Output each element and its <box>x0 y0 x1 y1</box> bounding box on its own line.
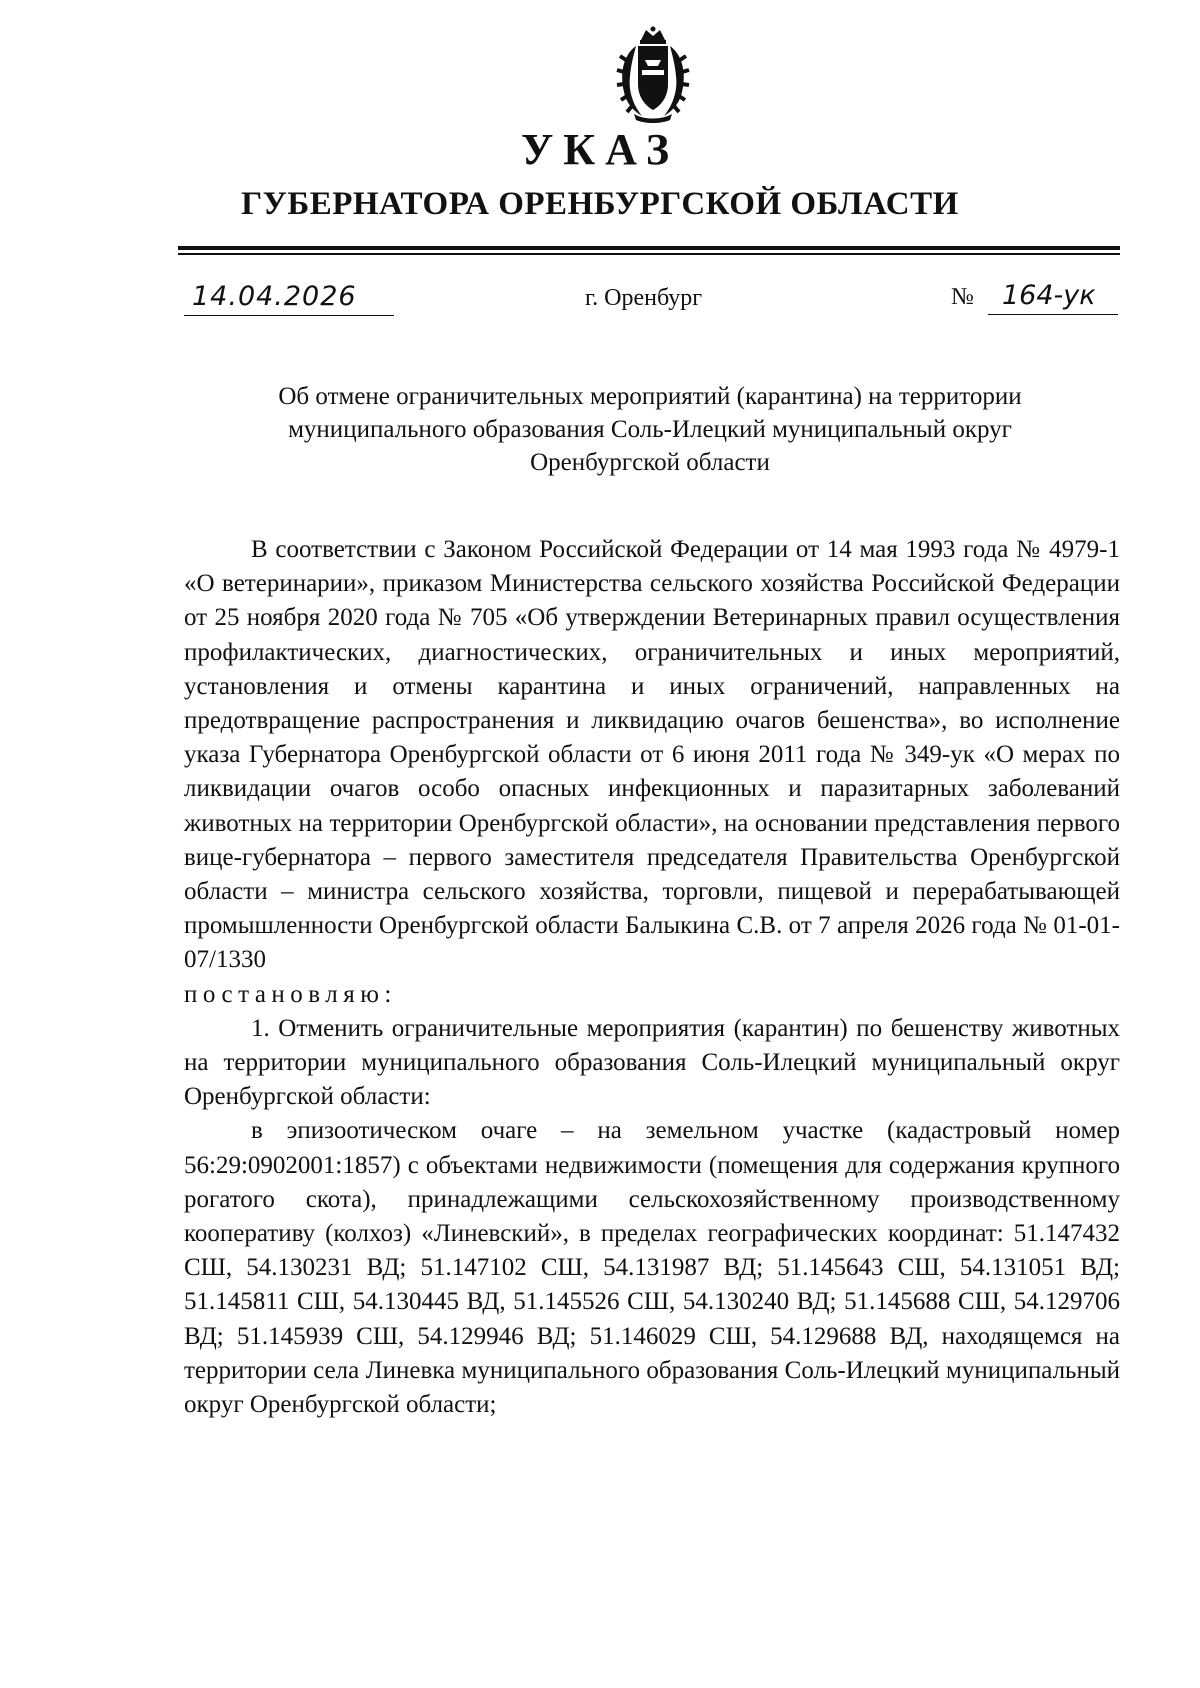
document-type-title: УКАЗ <box>520 125 680 174</box>
item-1-focus-paragraph: в эпизоотическом очаге – на земельном участке (кадастровый номер 56:29:0902001:1857) с объектами недвижимости (помещения для содержания крупного рогатого скота), принадлежащими сельскохозяйственному производственному кооперативу (колхоз) «Линевский», в пределах географических координат: 51.147432 СШ, 54.130231 ВД; 51.147102 СШ, 54.131987 ВД; 51.145643 СШ, 54.131051 ВД; 51.145811 СШ, 54.130445 ВД, 51.145526 СШ, 54.130240 ВД; 51.145688 СШ, 54.129706 ВД; 51.145939 СШ, 54.129946 ВД; 51.146029 СШ, 54.129688 ВД, находящемся на территории села Линевка муниципального образования Соль-Илецкий муниципальный округ Оренбургской области; <box>184 1117 1120 1419</box>
decree-word: постановляю: <box>184 980 397 1008</box>
subject-line: муниципального образования Соль-Илецкий муниципальный округ <box>288 416 1012 443</box>
date-field <box>184 281 394 316</box>
item-1-paragraph: 1. Отменить ограничительные мероприятия (карантин) по бешенству животных на территории муниципального образования Соль-Илецкий муниципальный округ Оренбургской области: <box>184 1014 1120 1111</box>
handwritten-number: 164-ук <box>1002 280 1096 311</box>
preamble-paragraph: В соответствии с Законом Российской Федерации от 14 мая 1993 года № 4979-1 «О ветеринарии», приказом Министерства сельского хозяйства Российской Федерации от 25 ноября 2020 года № 705 «Об утверждении Ветеринарных правил осуществления профилактических, диагностических, ограничительных и иных мероприятий, установления и отмены карантина и иных ограничений, направленных на предотвращение распространения и ликвидацию очагов бешенства», во исполнение указа Губернатора Оренбургской области от 6 июня 2011 года № 349-ук «О мерах по ликвидации очагов особо опасных инфекционных и паразитарных заболеваний животных на территории Оренбургской области», на основании представления первого вице-губернатора – первого заместителя председателя Правительства Оренбургской области – министра сельского хозяйства, торговли, пищевой и перерабатывающей промышленности Оренбургской области Балыкина С.В. от 7 апреля 2026 года № 01-01-07/1330 <box>184 536 1120 974</box>
header-rule-thin <box>178 253 1120 255</box>
header-rule-thick <box>178 246 1120 250</box>
document-body <box>184 533 1120 1422</box>
subject-line: Оренбургской области <box>530 449 770 476</box>
handwritten-date: 14.04.2026 <box>192 281 357 312</box>
number-field <box>988 280 1118 315</box>
subject-line: Об отмене ограничительных мероприятий (карантина) на территории <box>278 383 1022 410</box>
issuer-title: ГУБЕРНАТОРА ОРЕНБУРГСКОЙ ОБЛАСТИ <box>241 186 959 222</box>
document-subject <box>170 380 1130 479</box>
city-label: г. Оренбург <box>585 285 703 311</box>
coat-of-arms-emblem <box>612 26 694 124</box>
number-sign: № <box>951 284 974 310</box>
